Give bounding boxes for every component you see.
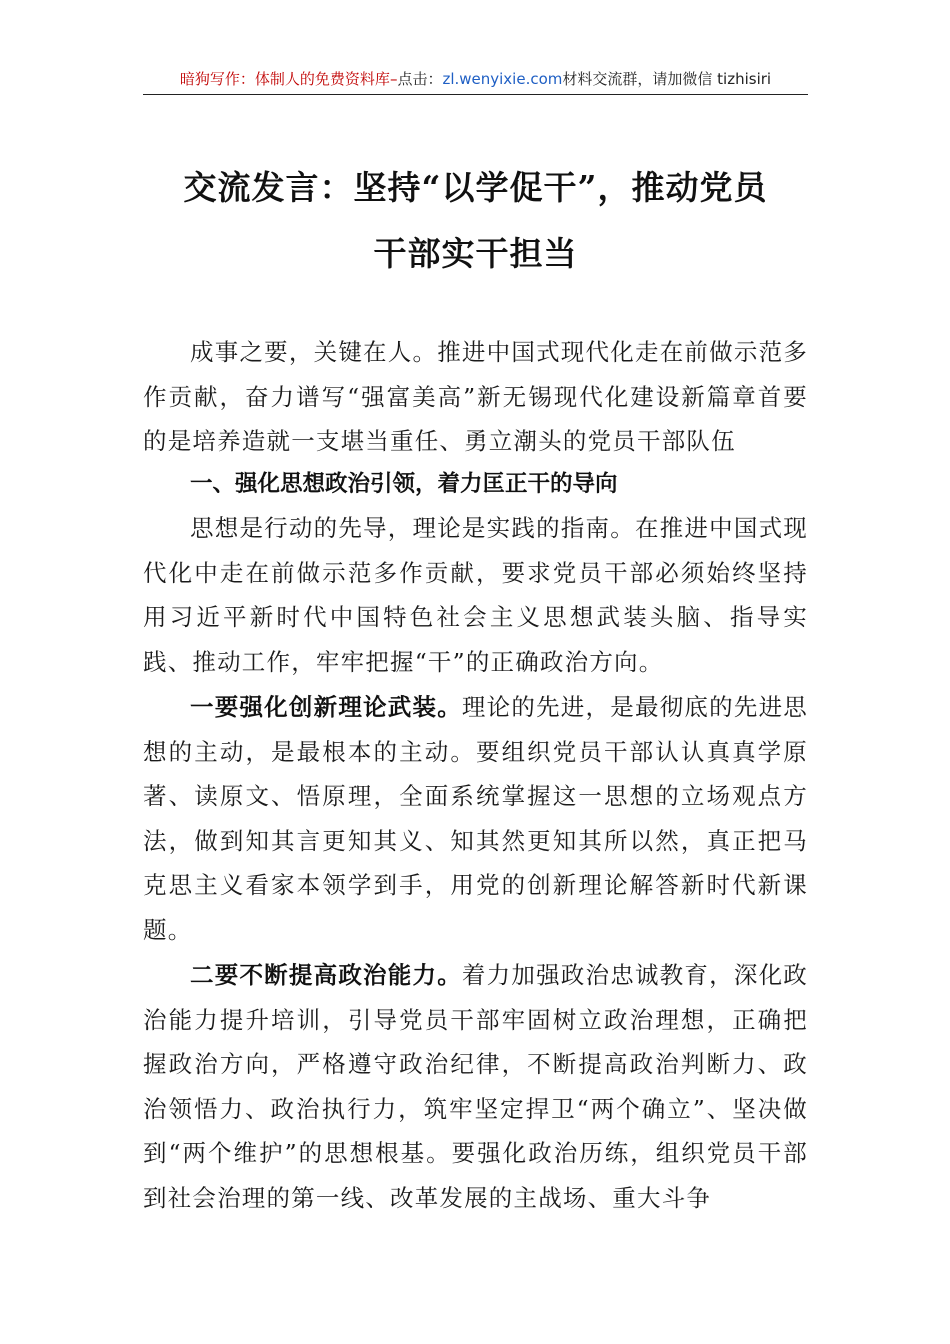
document-title-line-2: 干部实干担当 <box>373 234 578 273</box>
section-1-paragraph: 思想是行动的先导，理论是实践的指南。在推进中国式现代化中走在前做示范多作贡献，要求党员干部必须始终坚持用习近平新时代中国特色社会主义思想武装头脑、指导实践、推动工作，牢牢把握“干”的正确政治方向。 <box>143 514 808 676</box>
point-1-text: 理论的先进，是最彻底的先进思想的主动，是最根本的主动。要组织党员干部认认真真学原著、读原文、悟原理，全面系统掌握这一思想的立场观点方法，做到知其言更知其义、知其然更知其所以然，真正把马克思主义看家本领学到手，用党的创新理论解答新时代新课题。 <box>143 693 808 944</box>
header-brand: 暗狗写作：体制人的免费资料库 <box>179 70 390 88</box>
page-header <box>143 68 808 95</box>
header-dash: – <box>389 70 398 88</box>
point-2-lead: 二要不断提高政治能力。 <box>190 961 462 989</box>
point-1-paragraph <box>143 685 808 953</box>
section-heading-1: 一、强化思想政治引领，着力匡正干的导向 <box>190 471 618 497</box>
header-contact: 材料交流群，请加微信 tizhisiri <box>562 70 772 88</box>
point-1-lead: 一要强化创新理论武装。 <box>190 693 462 721</box>
document-title-line-1: 交流发言：坚持“以学促干”，推动党员 <box>183 168 768 207</box>
point-2-paragraph <box>143 953 808 1221</box>
header-link[interactable]: zl.wenyixie.com <box>442 70 563 88</box>
intro-paragraph: 成事之要，关键在人。推进中国式现代化走在前做示范多作贡献，奋力谱写“强富美高”新无锡现代化建设新篇章首要的是培养造就一支堪当重任、勇立潮头的党员干部队伍 <box>143 338 808 456</box>
header-click-label: 点击： <box>397 70 443 88</box>
point-2-text: 着力加强政治忠诚教育，深化政治能力提升培训，引导党员干部牢固树立政治理想，正确把握政治方向，严格遵守政治纪律，不断提高政治判断力、政治领悟力、政治执行力，筑牢坚定捍卫“两个确立”、坚决做到“两个维护”的思想根基。要强化政治历练，组织党员干部到社会治理的第一线、改革发展的主战场、重大斗争 <box>143 961 808 1212</box>
